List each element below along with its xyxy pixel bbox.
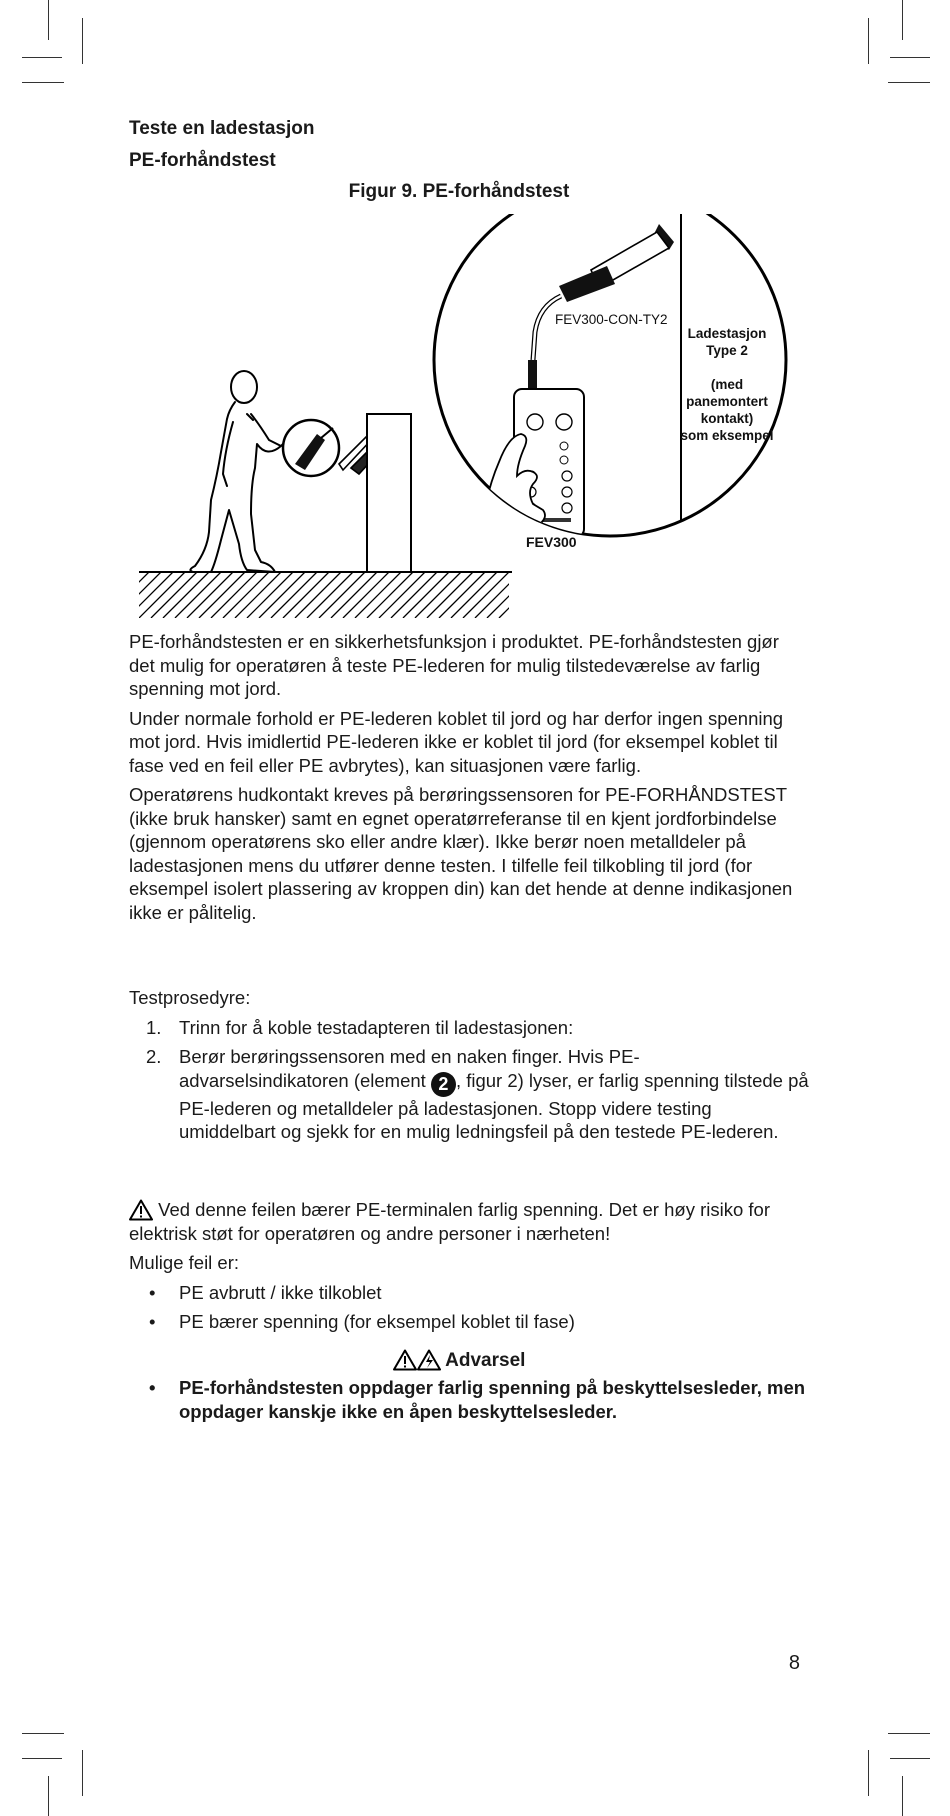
crop-mark <box>902 0 903 40</box>
crop-mark <box>82 1750 83 1796</box>
warning-body <box>129 1376 809 1429</box>
hazard-note <box>129 1198 809 1245</box>
device-label: FEV300 <box>526 534 577 550</box>
crop-mark <box>48 1776 49 1816</box>
subsection-heading: PE-forhåndstest <box>129 150 276 171</box>
station-label-line: panemontert <box>686 394 768 409</box>
crop-mark <box>902 1776 903 1816</box>
paragraph-skin-contact: Operatørens hudkontakt kreves på berøringssensoren for PE-FORHÅNDSTEST (ikke bruk hansker) samt en egnet operatørreferanse til en kjent jordforbindelse (gjennom operatørens sko eller andre klær). Ikke berør noen metalldeler på ladestasjonen mens du utfører denne testen. I tilfelle feil tilkobling til jord (for eksempel isolert plassering av kroppen din) kan det hende at denne indikasjonen ikke er pålitelig. <box>129 784 793 923</box>
step-text: , figur 2) lyser, er farlig spenning tilstede på PE-lederen og metalldeler på ladestasjonen. Stopp videre testing umiddelbart og sjekk for en mulig ledningsfeil på den testede PE-lederen. <box>179 1069 809 1142</box>
faults-list <box>129 1281 809 1334</box>
paragraph-intro: PE-forhåndstesten er en sikkerhetsfunksjon i produktet. PE-forhåndstesten gjør det mulig for operatøren å teste PE-lederen for mulig tilstedeværelse av farlig spenning mot jord. <box>129 631 779 699</box>
station-label-line: kontakt) <box>700 411 754 426</box>
adapter-label: FEV300-CON-TY2 <box>555 312 668 327</box>
fault-text: PE bærer spenning (for eksempel koblet til fase) <box>179 1311 575 1332</box>
warning-title: Advarsel <box>445 1350 526 1371</box>
charging-pillar <box>367 414 411 572</box>
crop-mark <box>890 1758 930 1759</box>
ground-hatch <box>129 572 545 618</box>
procedure-label: Testprosedyre: <box>129 987 251 1008</box>
station-label-line: Type 2 <box>706 343 748 358</box>
procedure-steps <box>129 1016 809 1144</box>
step-text: Berør berøringssensoren med en naken finger. Hvis PE-advarselsindikatoren (element <box>179 1046 640 1091</box>
test-procedure <box>129 986 809 1150</box>
list-item <box>129 1376 809 1423</box>
station-label-line: (med <box>710 377 744 392</box>
page-number: 8 <box>788 1652 800 1674</box>
list-item <box>129 1281 809 1305</box>
fault-text: PE avbrutt / ikke tilkoblet <box>179 1281 382 1303</box>
operator-figure <box>190 371 287 572</box>
list-item <box>129 1310 809 1334</box>
station-label-line: Ladestasjon <box>687 326 767 341</box>
list-item <box>129 1016 809 1040</box>
crop-mark <box>890 57 930 58</box>
warning-triangle-icon <box>129 1199 153 1221</box>
crop-mark <box>868 18 869 64</box>
faults-label: Mulige feil er: <box>129 1252 240 1273</box>
station-label-line: som eksempel <box>680 428 774 443</box>
crop-mark <box>888 82 930 83</box>
bullet: • <box>149 1311 156 1332</box>
step-number: 1. <box>146 1016 162 1038</box>
crop-mark <box>48 0 49 40</box>
warning-list <box>129 1376 809 1423</box>
bullet: • <box>149 1281 156 1303</box>
crop-mark <box>868 1750 869 1796</box>
element-2-badge: 2 <box>431 1072 456 1097</box>
crop-mark <box>888 1733 930 1734</box>
bullet: • <box>149 1377 156 1398</box>
warning-heading <box>129 1349 789 1372</box>
step-number: 2. <box>146 1046 162 1067</box>
pe-pretest-figure <box>129 214 799 624</box>
paragraph-normal-conditions: Under normale forhold er PE-lederen koblet til jord og har derfor ingen spenning mot jord. Hvis imidlertid PE-lederen ikke er koblet til jord (for eksempel koblet til fase ved en feil eller PE avbrytes), kan situasjonen være farlig. <box>129 707 784 776</box>
list-item <box>129 1045 809 1144</box>
hazard-section <box>129 1198 809 1340</box>
step-text: Trinn for å koble testadapteren til ladestasjonen: <box>179 1016 574 1038</box>
warning-icons <box>393 1349 441 1371</box>
small-detail-circle <box>283 420 339 476</box>
warning-text: PE-forhåndstesten oppdager farlig spenning på beskyttelsesleder, men oppdager kanskje ikke en åpen beskyttelsesleder. <box>179 1377 806 1422</box>
crop-mark <box>22 57 62 58</box>
crop-mark <box>22 1758 62 1759</box>
crop-mark <box>22 82 64 83</box>
body-text <box>129 630 809 930</box>
figure-caption: Figur 9. PE-forhåndstest <box>348 181 570 202</box>
crop-mark <box>22 1733 64 1734</box>
crop-mark <box>82 18 83 64</box>
section-heading: Teste en ladestasjon <box>129 118 315 139</box>
hazard-text: Ved denne feilen bærer PE-terminalen farlig spenning. Det er høy risiko for elektrisk støt for operatøren og andre personer i nærheten! <box>129 1199 770 1244</box>
